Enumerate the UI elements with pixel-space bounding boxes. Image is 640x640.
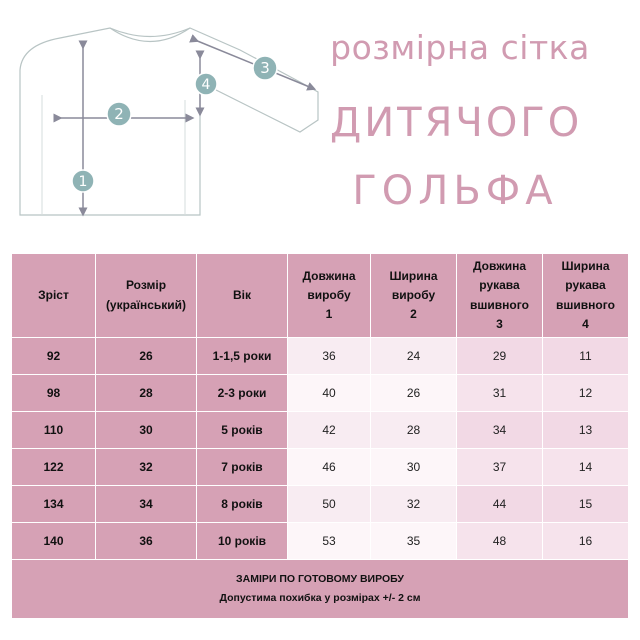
table-row bbox=[12, 412, 629, 449]
table-header-row bbox=[12, 254, 629, 338]
table-row bbox=[12, 449, 629, 486]
cell-height: 92 bbox=[12, 338, 96, 375]
cell-sleeve-length: 48 bbox=[457, 523, 543, 560]
cell-sleeve-width: 15 bbox=[543, 486, 629, 523]
cell-width: 26 bbox=[371, 375, 457, 412]
cell-height: 98 bbox=[12, 375, 96, 412]
cell-length: 50 bbox=[288, 486, 371, 523]
header-size: Розмір (український) bbox=[96, 254, 197, 338]
table-row bbox=[12, 338, 629, 375]
cell-sleeve-length: 29 bbox=[457, 338, 543, 375]
sweater-measurement-diagram bbox=[0, 0, 330, 240]
footer-line-1: ЗАМІРИ ПО ГОТОВОМУ ВИРОБУ bbox=[236, 573, 404, 586]
table-row bbox=[12, 523, 629, 560]
header-sleeve-width: Ширина рукава вшивного 4 bbox=[543, 254, 629, 338]
cell-sleeve-width: 13 bbox=[543, 412, 629, 449]
header-age: Вік bbox=[197, 254, 288, 338]
title-line-3: ГОЛЬФА bbox=[352, 168, 558, 214]
svg-text:4: 4 bbox=[201, 77, 211, 93]
cell-size: 26 bbox=[96, 338, 197, 375]
cell-sleeve-length: 31 bbox=[457, 375, 543, 412]
cell-size: 34 bbox=[96, 486, 197, 523]
cell-width: 24 bbox=[371, 338, 457, 375]
size-table bbox=[11, 253, 629, 619]
svg-text:2: 2 bbox=[114, 105, 124, 123]
cell-sleeve-width: 16 bbox=[543, 523, 629, 560]
cell-sleeve-width: 11 bbox=[543, 338, 629, 375]
table-footer-row bbox=[12, 560, 629, 619]
cell-height: 110 bbox=[12, 412, 96, 449]
cell-age: 1-1,5 роки bbox=[197, 338, 288, 375]
cell-size: 32 bbox=[96, 449, 197, 486]
cell-age: 7 років bbox=[197, 449, 288, 486]
cell-width: 28 bbox=[371, 412, 457, 449]
cell-sleeve-length: 34 bbox=[457, 412, 543, 449]
cell-size: 28 bbox=[96, 375, 197, 412]
cell-height: 134 bbox=[12, 486, 96, 523]
cell-length: 40 bbox=[288, 375, 371, 412]
cell-height: 140 bbox=[12, 523, 96, 560]
cell-length: 53 bbox=[288, 523, 371, 560]
cell-sleeve-width: 14 bbox=[543, 449, 629, 486]
cell-sleeve-length: 44 bbox=[457, 486, 543, 523]
cell-sleeve-length: 37 bbox=[457, 449, 543, 486]
marker-2 bbox=[107, 102, 131, 126]
sweater-outline bbox=[20, 28, 318, 215]
header-width: Ширина виробу 2 bbox=[371, 254, 457, 338]
title-line-1: розмірна сітка bbox=[330, 28, 590, 67]
cell-width: 32 bbox=[371, 486, 457, 523]
cell-age: 2-3 роки bbox=[197, 375, 288, 412]
header-sleeve-length: Довжина рукава вшивного 3 bbox=[457, 254, 543, 338]
cell-width: 35 bbox=[371, 523, 457, 560]
cell-sleeve-width: 12 bbox=[543, 375, 629, 412]
cell-age: 5 років bbox=[197, 412, 288, 449]
table-row bbox=[12, 375, 629, 412]
cell-age: 8 років bbox=[197, 486, 288, 523]
marker-1 bbox=[72, 170, 94, 192]
header-height: Зріст bbox=[12, 254, 96, 338]
table-row bbox=[12, 486, 629, 523]
cell-length: 36 bbox=[288, 338, 371, 375]
cell-length: 46 bbox=[288, 449, 371, 486]
table-footer-note bbox=[12, 560, 629, 619]
cell-length: 42 bbox=[288, 412, 371, 449]
cell-height: 122 bbox=[12, 449, 96, 486]
marker-4 bbox=[195, 73, 217, 95]
cell-width: 30 bbox=[371, 449, 457, 486]
title-line-2: ДИТЯЧОГО bbox=[330, 100, 583, 146]
svg-text:1: 1 bbox=[78, 174, 88, 190]
header-length: Довжина виробу 1 bbox=[288, 254, 371, 338]
footer-line-2: Допустима похибка у розмірах +/- 2 см bbox=[219, 592, 421, 604]
cell-size: 30 bbox=[96, 412, 197, 449]
svg-text:3: 3 bbox=[260, 59, 270, 77]
cell-size: 36 bbox=[96, 523, 197, 560]
marker-3 bbox=[253, 56, 277, 80]
cell-age: 10 років bbox=[197, 523, 288, 560]
